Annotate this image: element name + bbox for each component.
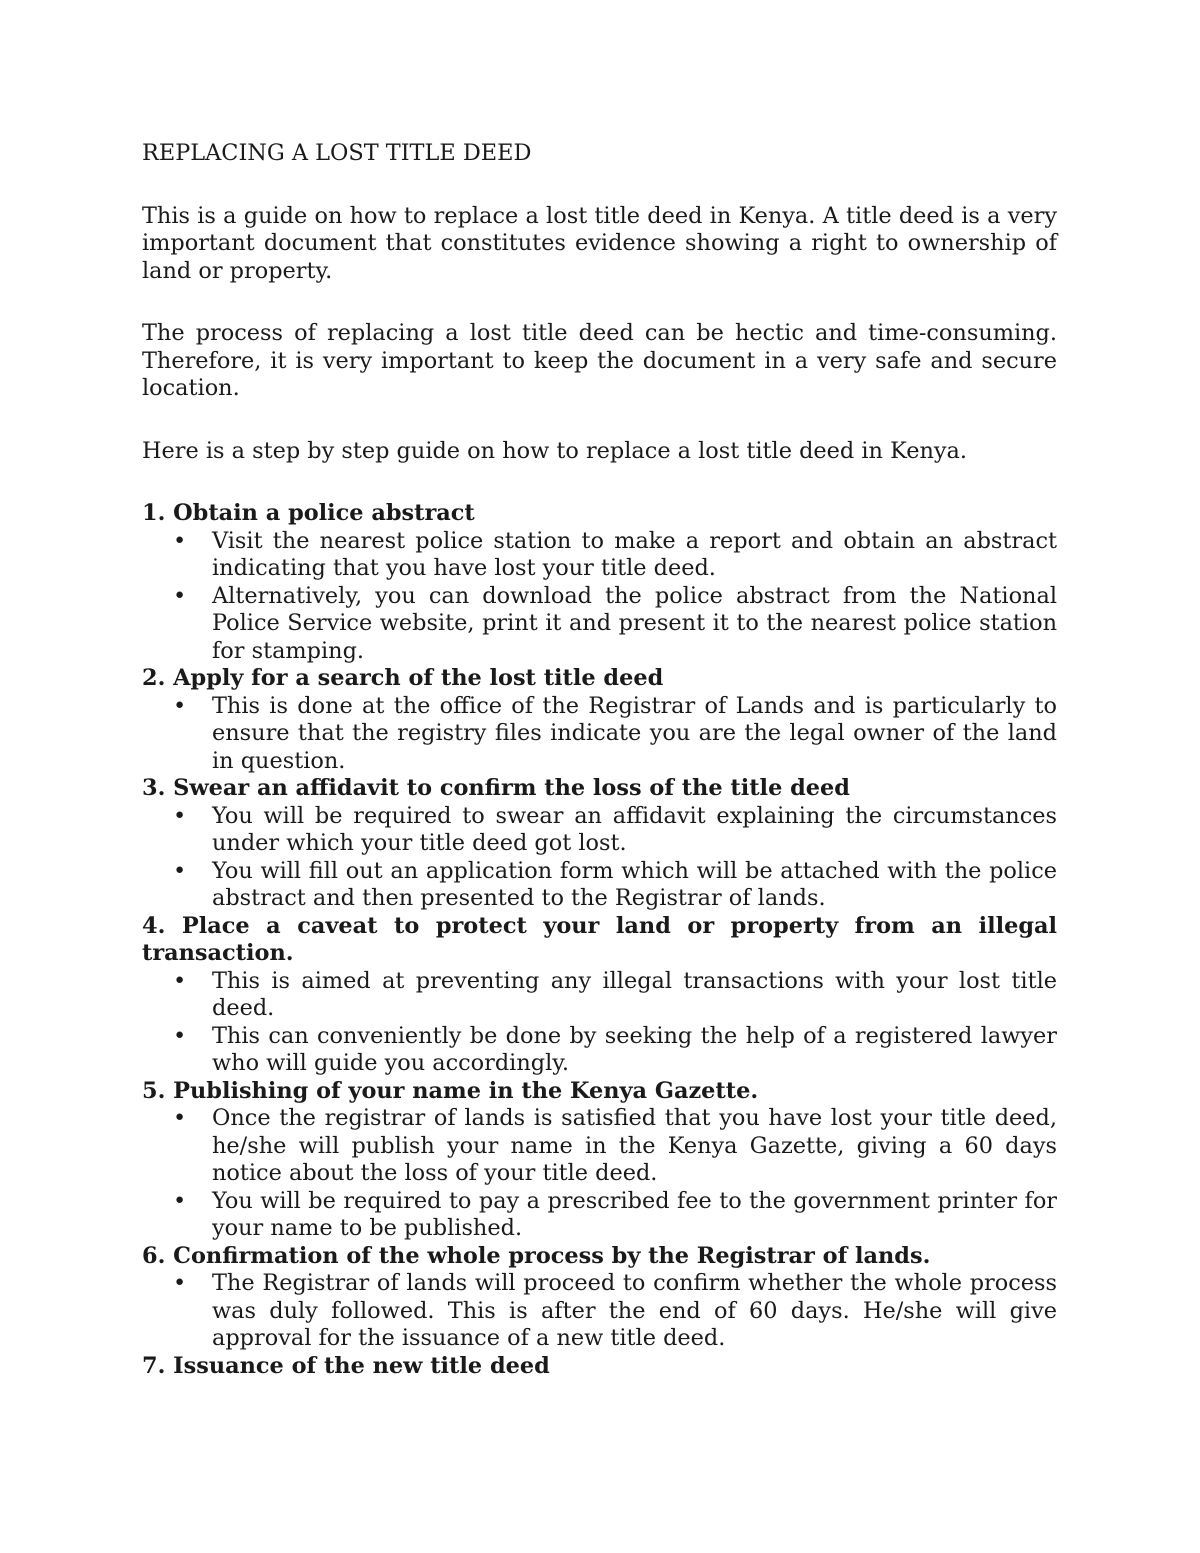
step-item [142, 1353, 1057, 1381]
bullet-item: • Alternatively, you can download the police abstract from the National Police Service website, print it and present it to the nearest police station for stamping. [212, 583, 1057, 666]
bullet-item: • You will be required to swear an affidavit explaining the circumstances under which your title deed got lost. [212, 803, 1057, 858]
step-bullets [142, 1270, 1057, 1353]
bullet-item: • This is aimed at preventing any illegal transactions with your lost title deed. [212, 968, 1057, 1023]
steps-list [142, 500, 1057, 1380]
intro-paragraph: This is a guide on how to replace a lost title deed in Kenya. A title deed is a very important document that constitutes evidence showing a right to ownership of land or property. [142, 202, 1057, 284]
step-bullets [142, 803, 1057, 913]
step-bullets [142, 693, 1057, 776]
bullet-item: • You will fill out an application form which will be attached with the police abstract and then presented to the Registrar of lands. [212, 858, 1057, 913]
document-title: REPLACING A LOST TITLE DEED [142, 140, 532, 166]
document-page [142, 140, 1057, 1380]
step-heading: 7. Issuance of the new title deed [142, 1352, 550, 1379]
intro-paragraph: Here is a step by step guide on how to replace a lost title deed in Kenya. [142, 437, 967, 464]
step-heading: 3. Swear an affidavit to confirm the loss of the title deed [142, 775, 850, 801]
intro-paragraph: The process of replacing a lost title deed can be hectic and time-consuming. Therefore, it is very important to keep the document in a very safe and secure location. [142, 320, 1057, 401]
step-item [142, 500, 1057, 665]
step-heading: 5. Publishing of your name in the Kenya Gazette. [142, 1077, 759, 1104]
step-heading: 1. Obtain a police abstract [142, 500, 475, 526]
step-item [142, 775, 1057, 913]
bullet-item: • You will be required to pay a prescribed fee to the government printer for your name to be published. [212, 1188, 1057, 1243]
step-bullets [142, 1105, 1057, 1243]
step-item [142, 665, 1057, 775]
step-heading: 2. Apply for a search of the lost title deed [142, 665, 664, 691]
step-item [142, 1243, 1057, 1353]
bullet-item: • Once the registrar of lands is satisfied that you have lost your title deed, he/she will publish your name in the Kenya Gazette, giving a 60 days notice about the loss of your title deed. [212, 1105, 1057, 1188]
step-item [142, 1078, 1057, 1243]
step-heading: 4. Place a caveat to protect your land or property from an illegal transaction. [142, 912, 1057, 966]
step-heading: 6. Confirmation of the whole process by the Registrar of lands. [142, 1242, 931, 1269]
step-bullets [142, 528, 1057, 666]
step-item [142, 913, 1057, 1078]
bullet-item: • The Registrar of lands will proceed to confirm whether the whole process was duly followed. This is after the end of 60 days. He/she will give approval for the issuance of a new title deed. [212, 1270, 1057, 1353]
bullet-item: • Visit the nearest police station to make a report and obtain an abstract indicating that you have lost your title deed. [212, 528, 1057, 583]
step-bullets [142, 968, 1057, 1078]
bullet-item: • This is done at the office of the Registrar of Lands and is particularly to ensure that the registry files indicate you are the legal owner of the land in question. [212, 693, 1057, 776]
bullet-item: • This can conveniently be done by seeking the help of a registered lawyer who will guide you accordingly. [212, 1023, 1057, 1078]
